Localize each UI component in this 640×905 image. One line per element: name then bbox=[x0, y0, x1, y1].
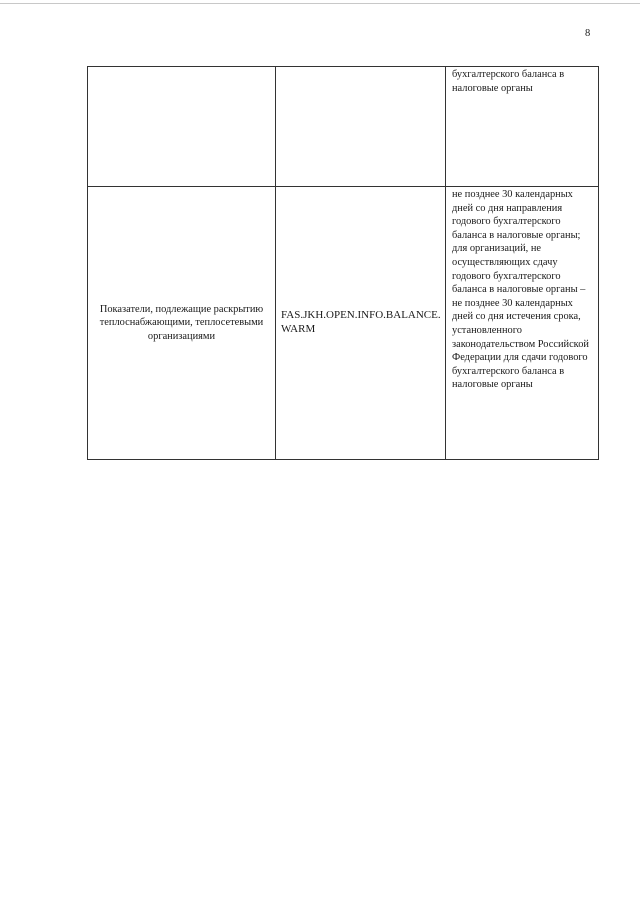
deadline-text: бухгалтерского баланса в налоговые органы bbox=[452, 69, 565, 94]
code-cell bbox=[276, 187, 446, 460]
table-row bbox=[88, 187, 599, 460]
indicator-text: Показатели, подлежащие раскрытию теплоснабжающими, теплосетевыми организациями bbox=[99, 303, 264, 342]
deadline-text: не позднее 30 календарных дней со дня направления годового бухгалтерского баланса в налоговые органы; для организаций, не осуществляющих сдачу годового бухгалтерского баланса в налоговые органы – не позднее 30 календарных дней со дня истечения срока, установленного законодательством Российской Федерации для сдачи годового бухгалтерского баланса в налоговые органы bbox=[452, 189, 589, 391]
indicator-cell bbox=[88, 187, 276, 460]
table-row bbox=[88, 67, 599, 187]
page-number: 8 bbox=[585, 28, 591, 39]
scan-edge-line bbox=[0, 3, 640, 4]
deadline-cell bbox=[446, 187, 599, 460]
deadline-cell bbox=[446, 67, 599, 187]
code-cell bbox=[276, 67, 446, 187]
indicators-table bbox=[87, 66, 599, 460]
indicator-cell bbox=[88, 67, 276, 187]
code-text: FAS.JKH.OPEN.INFO.BALANCE.WARM bbox=[281, 309, 441, 335]
